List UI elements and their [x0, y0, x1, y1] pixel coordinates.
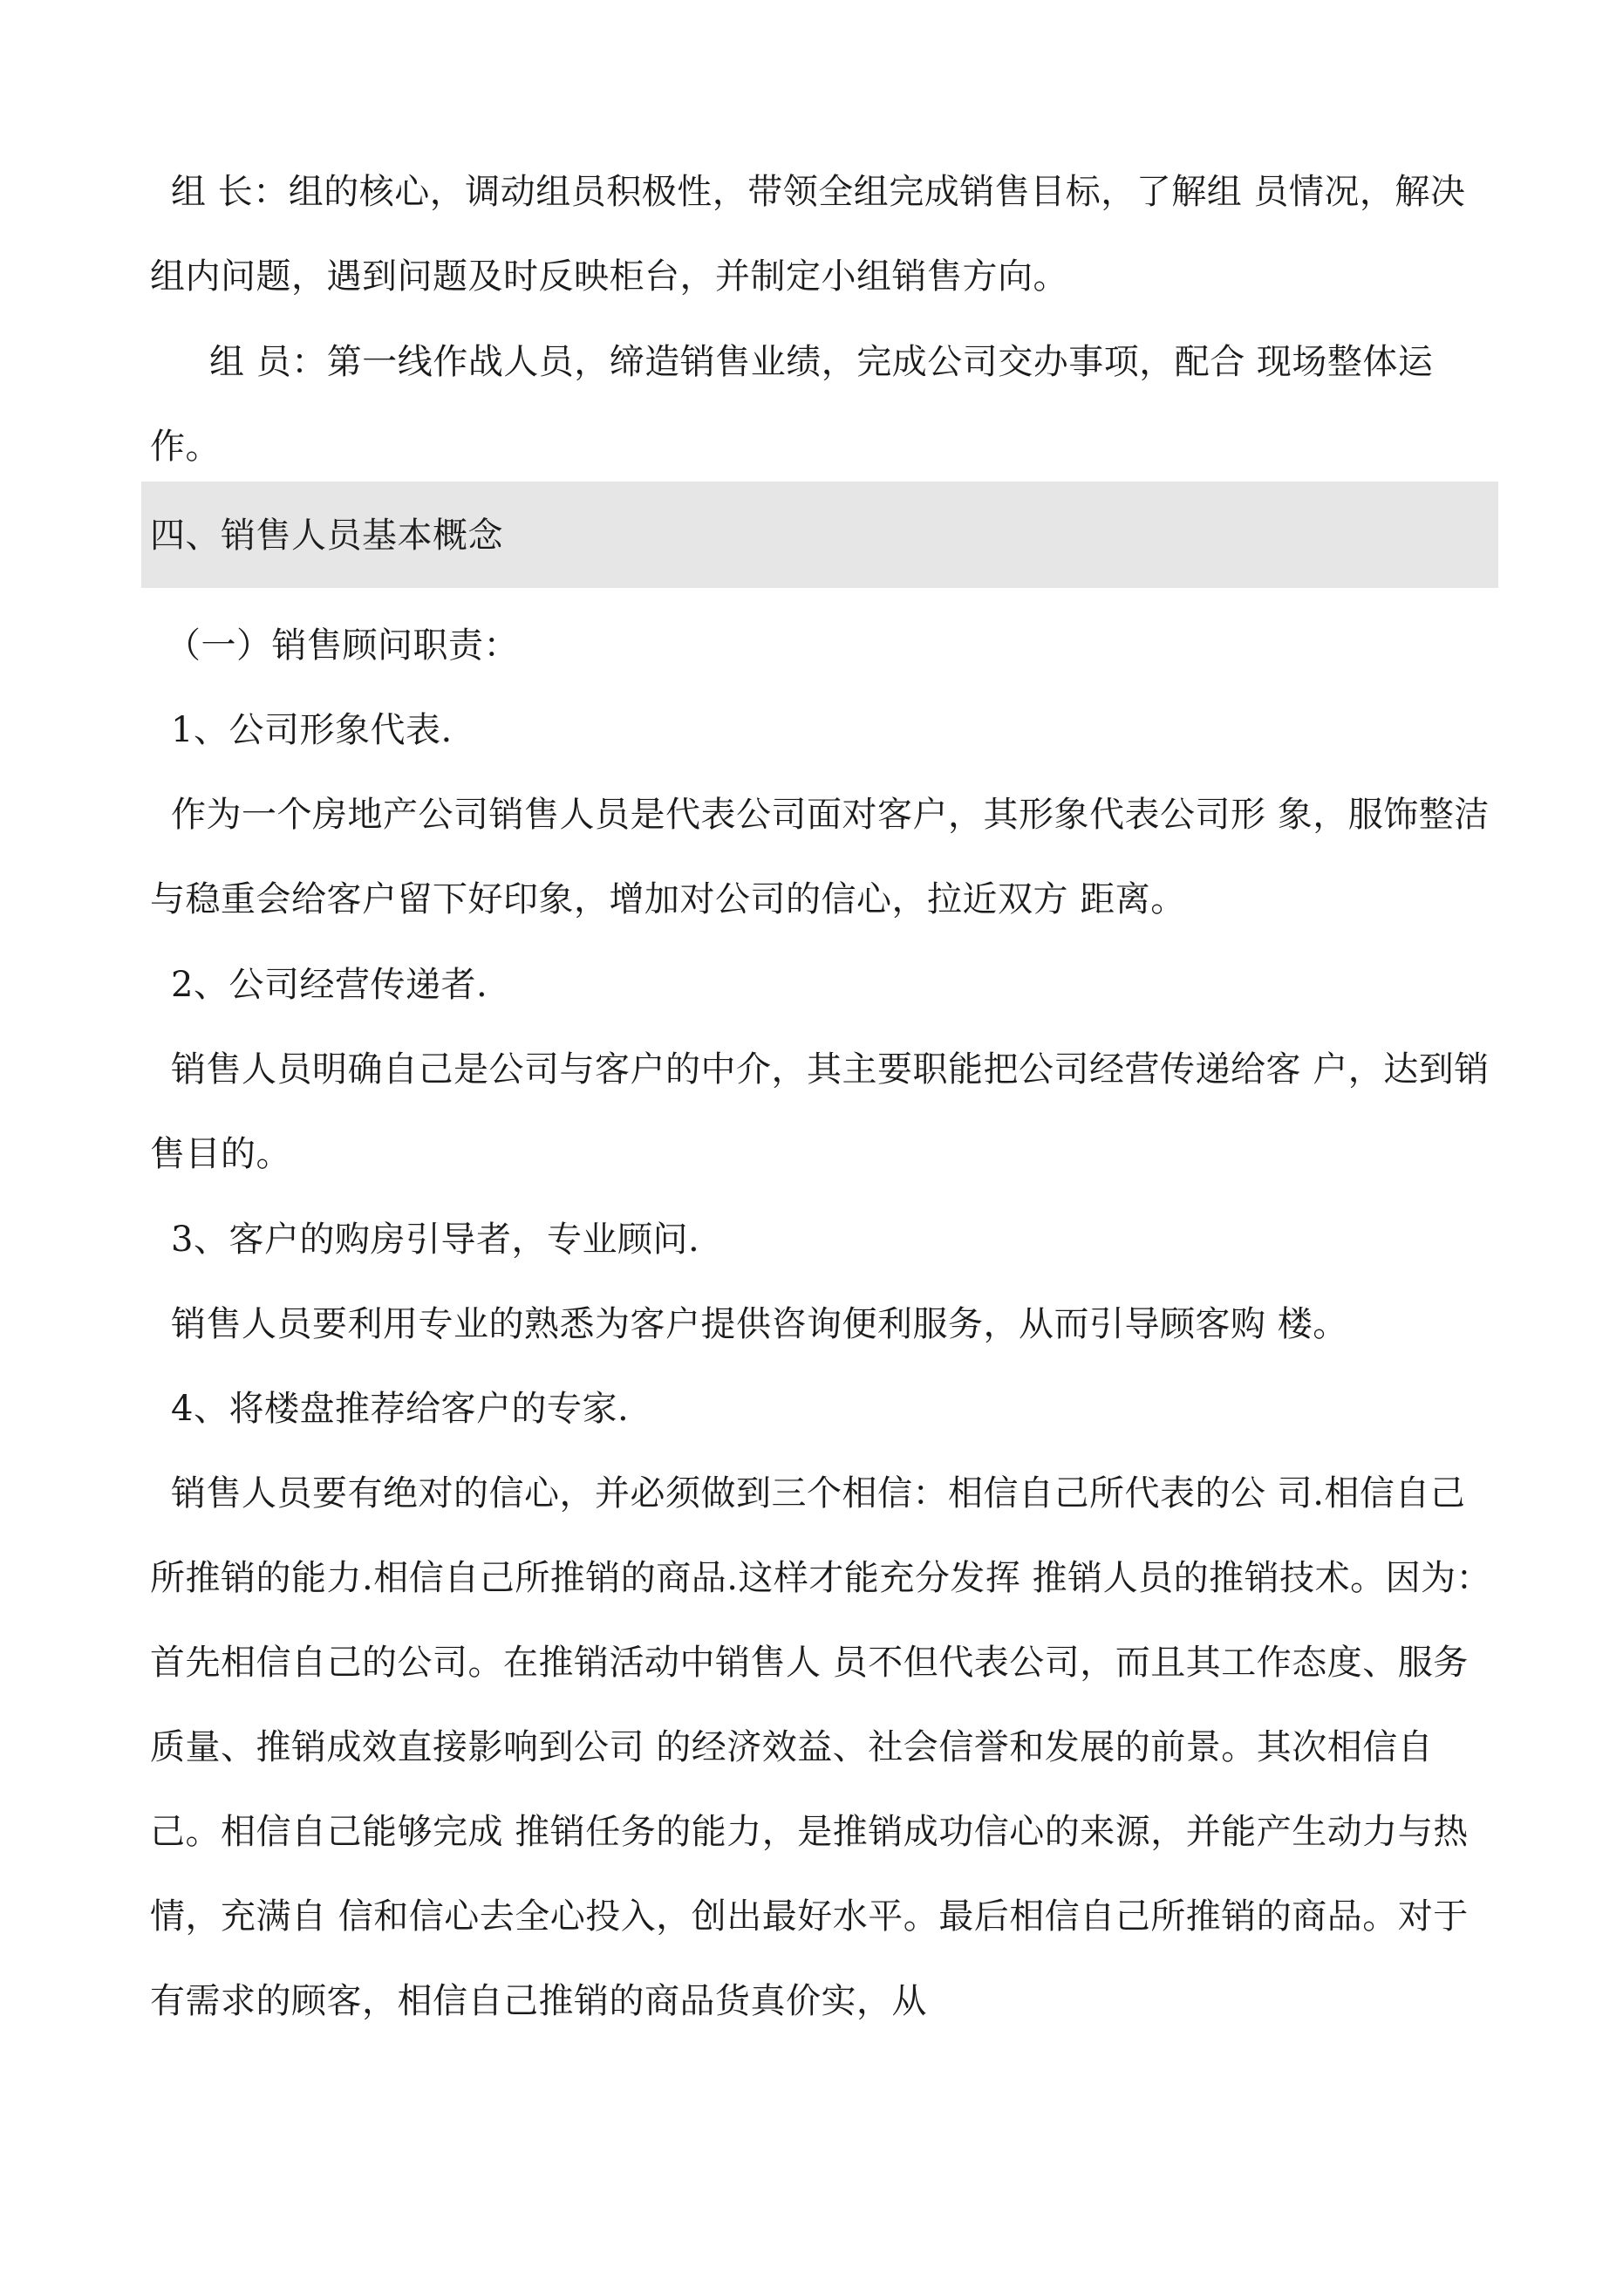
- item-2-title: 2、公司经营传递者.: [171, 965, 488, 1005]
- paragraph-team-leader: 组 长：组的核心，调动组员积极性，带领全组完成销售目标，了解组 员情况，解决组内问题，遇到问题及时反映柜台，并制定小组销售方向。: [150, 172, 1466, 297]
- subheading-duties: （一）销售顾问职责：: [166, 625, 519, 666]
- item-3-body: 销售人员要利用专业的熟悉为客户提供咨询便利服务，从而引导顾客购 楼。: [171, 1304, 1348, 1344]
- paragraph-team-member: 组 员：第一线作战人员，缔造销售业绩，完成公司交办事项，配合 现场整体运作。: [150, 342, 1434, 467]
- item-1-title: 1、公司形象代表.: [171, 710, 453, 750]
- item-2-body: 销售人员明确自己是公司与客户的中介，其主要职能把公司经营传递给客 户，达到销售目的。: [150, 1049, 1490, 1174]
- section-heading: 四、销售人员基本概念: [150, 516, 503, 556]
- item-4-body: 销售人员要有绝对的信心，并必须做到三个相信：相信自己所代表的公 司.相信自己所推销的能力.相信自己所推销的商品.这样才能充分发挥 推销人员的推销技术。因为：首先相信自己的公司。在推销活动中销售人 员不但代表公司，而且其工作态度、服务质量、推销成效直接影响到公司 的经济效益、社会信誉和发展的前景。其次相信自己。相信自己能够完成 推销任务的能力，是推销成功信心的来源，并能产生动力与热情，充满自 信和信心去全心投入，创出最好水平。最后相信自己所推销的商品。对于 有需求的顾客，相信自己推销的商品货真价实，从: [150, 1473, 1492, 2021]
- item-3-title: 3、客户的购房引导者，专业顾问.: [171, 1220, 700, 1260]
- item-4-title: 4、将楼盘推荐给客户的专家.: [171, 1389, 630, 1429]
- item-1-body: 作为一个房地产公司销售人员是代表公司面对客户，其形象代表公司形 象，服饰整洁与稳重会给客户留下好印象，增加对公司的信心，拉近双方 距离。: [150, 795, 1490, 919]
